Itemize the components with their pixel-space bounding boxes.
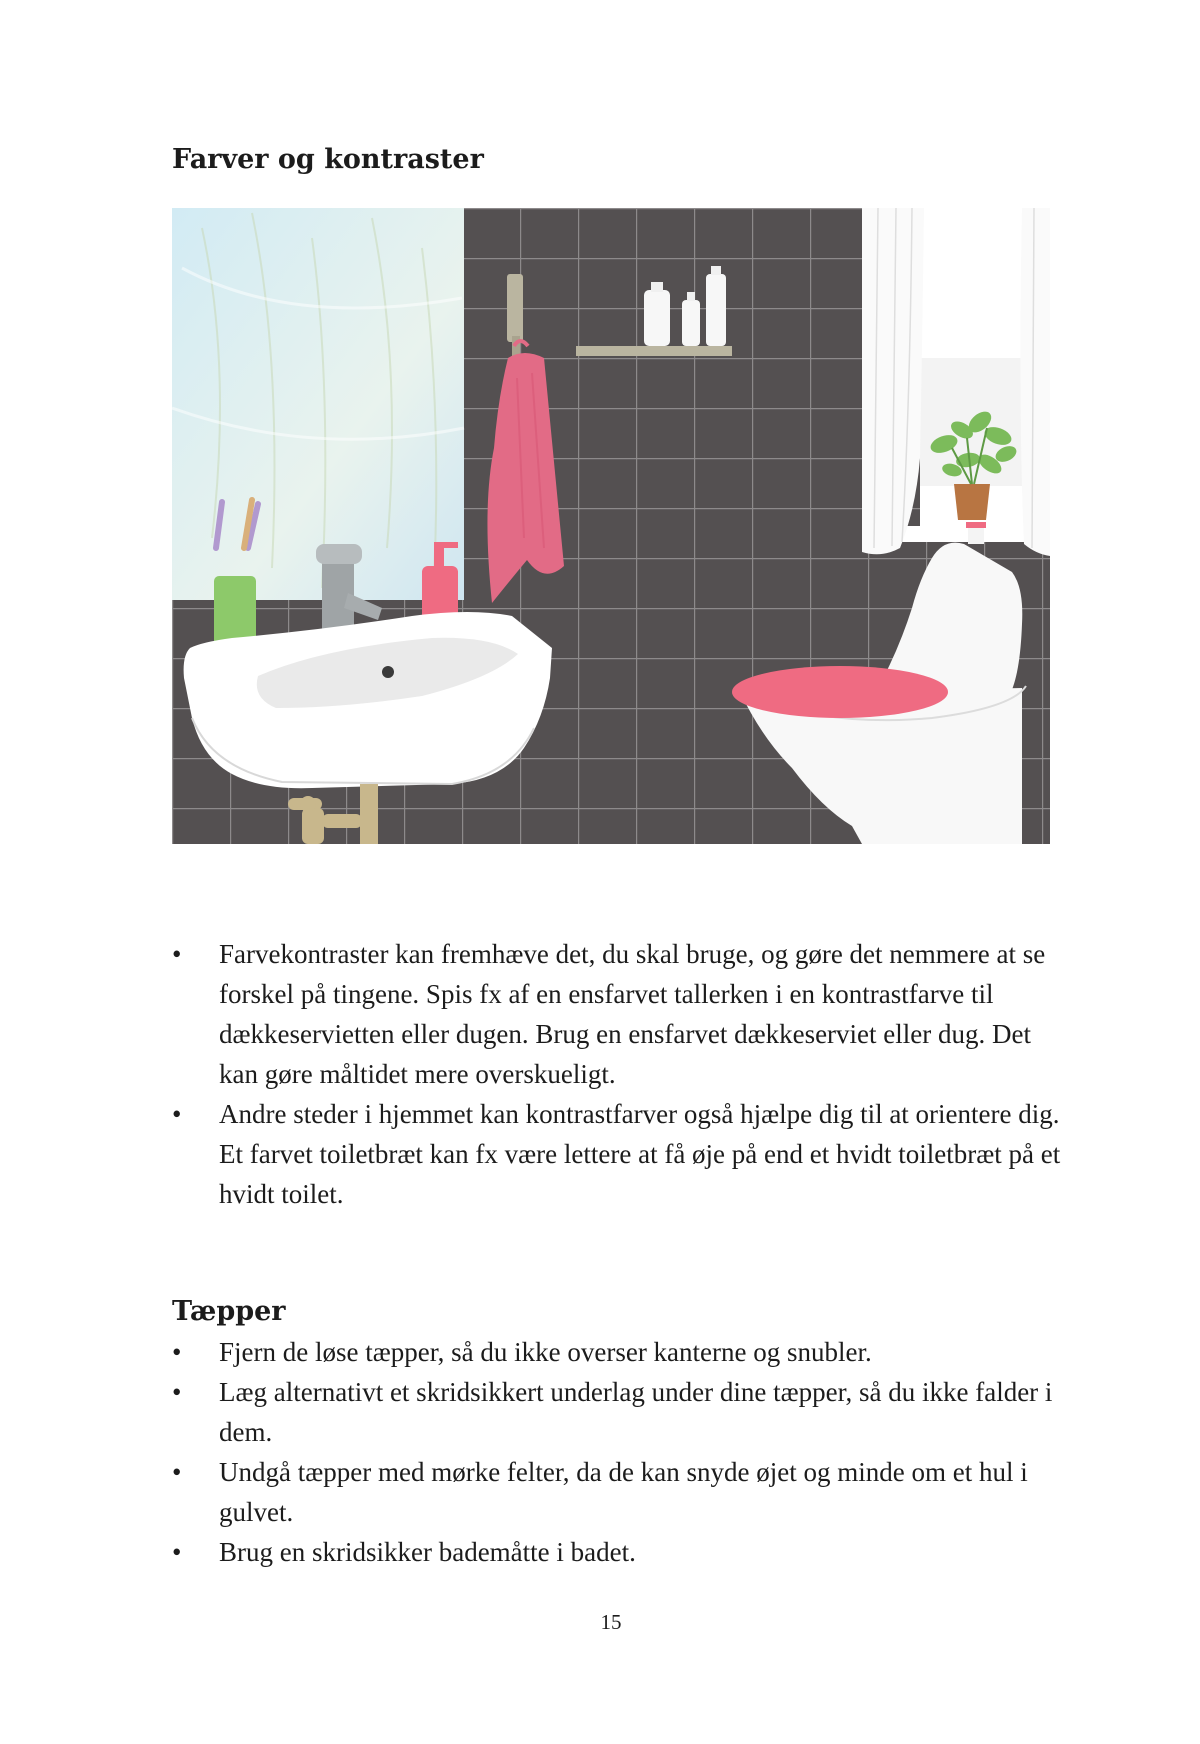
list-item: • Brug en skridsikker bademåtte i badet. — [172, 1532, 1072, 1572]
bathroom-illustration — [172, 208, 1050, 844]
list-item: • Fjern de løse tæpper, så du ikke overser kanterne og snubler. — [172, 1332, 1072, 1372]
plant-pot — [954, 484, 990, 520]
list-item: • Farvekontraster kan fremhæve det, du skal bruge, og gøre det nemmere at se forskel på tingene. Spis fx af en ensfarvet tallerken i en kontrastfarve til dækkeservietten eller dugen. Brug en ensfarvet dækkeserviet eller dug. Det kan gøre måltidet mere overskueligt. — [172, 934, 1072, 1094]
list-item: • Læg alternativt et skridsikkert underlag under dine tæpper, så du ikke falder i dem. — [172, 1372, 1072, 1452]
colors-bullet-list — [172, 934, 1072, 1214]
window-with-plant — [862, 208, 1050, 556]
list-item: • Undgå tæpper med mørke felter, da de kan snyde øjet og minde om et hul i gulvet. — [172, 1452, 1072, 1532]
list-item: • Andre steder i hjemmet kan kontrastfarver også hjælpe dig til at orientere dig. Et farvet toiletbræt kan fx være lettere at få øje på end et hvidt toiletbræt på et hvidt toilet. — [172, 1094, 1072, 1214]
section-heading-rugs: Tæpper — [172, 1296, 286, 1327]
rugs-bullet-list — [172, 1332, 1072, 1572]
toilet-seat — [732, 666, 948, 718]
curtain-right — [1020, 208, 1050, 556]
page-number: 15 — [600, 1610, 622, 1634]
sink — [184, 612, 552, 788]
section-heading-colors: Farver og kontraster — [172, 144, 484, 175]
